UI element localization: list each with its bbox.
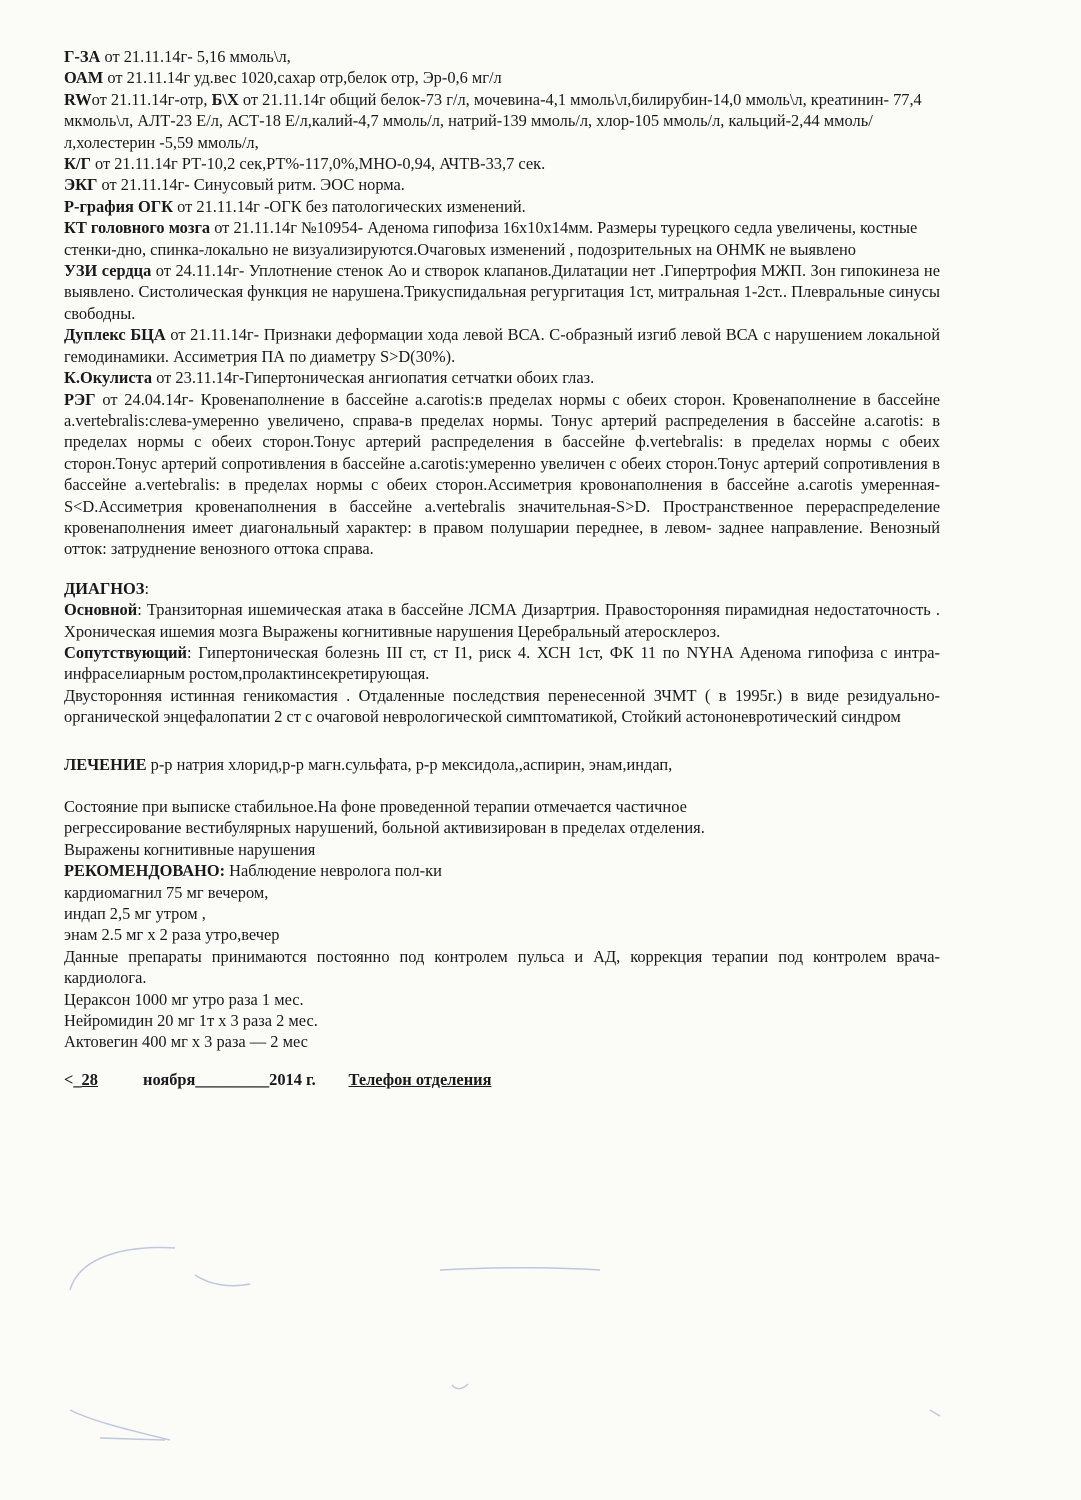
discharge-line: Состояние при выписке стабильное.На фоне проведенной терапии отмечается частичное [64,797,687,816]
lab-text: от 21.11.14г общий белок-73 г/л, мочевина-4,1 ммоль\л,билирубин-14,0 ммоль\л, креатинин- 77,4 мкмоль\л, АЛТ-23 Е/л, АСТ-18 Е/л,калий-4,7 ммоль/л, натрий-139 ммоль/л, хлор-105 ммоль/л, кальций-2,44 ммоль/л,холестерин -5,59 ммоль/л, [64,89,922,152]
date-blank: _________ [195,1069,270,1089]
discharge-document [64,46,940,1090]
study-label: ЭКГ [64,175,98,195]
study-label: К/Г [64,154,91,174]
recommendations-label: РЕКОМЕНДОВАНО: [64,861,226,881]
lab-rw-bx [64,89,940,153]
medication-item: индап 2,5 мг утром , [64,904,206,924]
stamp-arc-bottom [70,1410,170,1440]
study-text: от 21.11.14г- Синусовый ритм. ЭОС норма. [97,175,405,195]
study-text: от 23.11.14г-Гипертоническая ангиопатия сетчатки обоих глаз. [152,368,595,388]
diagnosis-concomitant-label: Сопутствующий [64,642,187,662]
study-label: КТ головного мозга [64,218,211,238]
diagnosis-main [64,599,940,642]
study-ecg [64,174,940,195]
study-label: РЭГ [64,389,96,409]
phone-label: Телефон отделения [348,1069,492,1089]
medication-item: энам 2.5 мг х 2 раза утро,вечер [64,925,280,945]
lab-label: Г-ЗА [64,47,101,66]
course-item: Цераксон 1000 мг утро раза 1 мес. [64,989,304,1009]
study-label: Р-графия ОГК [64,196,174,216]
study-text: от 21.11.14г- Признаки деформации хода левой ВСА. С-образный изгиб левой ВСА с нарушением локальной гемодинамики. Ассиметрия ПА по диаметру S>D(30%). [64,325,940,366]
study-ct-brain [64,217,940,260]
stamp-line [440,1268,600,1270]
lab-oam [64,67,940,88]
study-text: от 21.11.14г -ОГК без патологических изменений. [173,196,526,216]
diagnosis-concomitant-text: : Гипертоническая болезнь III ст, ст I1, риск 4. ХСН 1ст, ФК 11 по NYHA Аденома гипофиза с интра-инфраселиарным ростом,пролактинсекретирующая. [64,642,940,684]
study-label: К.Окулиста [64,368,153,388]
diagnosis-main-label: Основной [64,600,138,620]
study-label: Дуплекс БЦА [64,325,166,345]
diagnosis-heading-label: ДИАГНОЗ [64,578,145,598]
course-item: Нейромидин 20 мг 1т х 3 раза 2 мес. [64,1011,318,1031]
lab-label: ОАМ [64,68,104,88]
stamp-arc-right [195,1275,250,1286]
treatment [64,754,940,775]
study-text: от 24.04.14г- Кровенаполнение в бассейне a.carotis:в пределах нормы с обеих сторон. Кровенаполнение в бассейне a.vertebralis:слева-умеренно увеличено, справа-в пределах нормы. Тонус артерий распределения в бассейне a.carotis: в пределах нормы с обеих сторон.Тонус артерий распределения в бассейне ф.vertebralis: в пределах нормы с обеих сторон.Тонус артерий сопротивления в бассейне a.carotis:умеренно увеличен с обеих сторон.Тонус артерий сопротивления в бассейне a.vertebralis: в пределах нормы с обеих сторон.Ассиметрия кровонаполнения в бассейне a.carotis умеренная-S<D.Ассиметрия кровенаполнения в бассейне a.vertebralis значительная-S>D. Пространственное перераспределение кровенаполнения имеет диагональный характер: в правом полушарии переднее, в левом- заднее направление. Венозный отток: затруднение венозного оттока справа. [64,389,940,559]
study-echo [64,260,940,324]
lab-text: от 21.11.14г- 5,16 ммоль\л, [100,47,291,66]
stamp-corner [930,1410,940,1416]
lab-label: RW [64,89,92,109]
recommendations-text: Наблюдение невролога пол-ки [225,861,442,881]
study-xray [64,196,940,217]
date-day: 28 [81,1069,98,1089]
medication-item: кардиомагнил 75 мг вечером, [64,882,269,902]
study-coagulogram [64,153,940,174]
study-text: от 21.11.14г №10954- Аденома гипофиза 16х10х14мм. Размеры турецкого седла увеличены, костные стенки-дно, спинка-локально не визуализируются.Очаговых изменений , подозрительных на ОНМК не выявлено [64,218,918,259]
study-duplex [64,324,940,367]
diagnosis-extra: Двусторонняя истинная геникомастия . Отдаленные последствия перенесенной ЗЧМТ ( в 1995г.) в виде резидуально-органической энцефалопатии 2 ст с очаговой неврологической симптоматикой, Стойкий астононевротический синдром [64,685,940,727]
discharge-line: Выражены когнитивные нарушения [64,839,316,859]
diagnosis-main-text: : Транзиторная ишемическая атака в бассейне ЛСМА Дизартрия. Правосторонняя пирамидная недостаточность . Хроническая ишемия мозга Выражены когнитивные нарушения Церебральный атеросклероз. [64,600,940,641]
discharge-line: регрессирование вестибулярных нарушений, больной активизирован в пределах отделения. [64,818,705,838]
diagnosis-concomitant [64,642,940,685]
treatment-text: р-р натрия хлорид,р-р магн.сульфата, р-р мексидола,,аспирин, энам,индап, [146,754,673,774]
study-ophthalmologist [64,367,940,388]
lab-text: от 21.11.14г уд.вес 1020,сахар отр,белок отр, Эр-0,6 мг/л [103,68,502,88]
stamp-arc-top [70,1247,175,1290]
study-text: от 21.11.14г РТ-10,2 сек,РТ%-117,0%,МНО-0,94, АЧТВ-33,7 сек. [90,154,546,174]
study-reg [64,389,940,560]
lab-text: от 21.11.14г-отр, [91,89,212,109]
lab-label: Б\Х [211,89,239,109]
lab-gza [64,46,940,67]
course-item: Актовегин 400 мг х 3 раза — 2 мес [64,1032,308,1052]
date-prefix: <_ [64,1069,82,1089]
diagnosis-heading-colon: : [144,578,150,598]
diagnosis-heading [64,578,940,599]
recommendations [64,860,940,881]
study-label: УЗИ сердца [64,261,152,281]
stamp-dash [100,1438,165,1440]
date-month: ноября [143,1069,196,1089]
treatment-label: ЛЕЧЕНИЕ [64,754,147,774]
stamp-tick [452,1384,468,1389]
date-year: 2014 г. [269,1069,316,1089]
signature-line [64,1069,940,1090]
study-text: от 24.11.14г- Уплотнение стенок Ао и створок клапанов.Дилатации нет .Гипертрофия МЖП. Зон гипокинеза не выявлено. Систолическая функция не нарушена.Трикуспидальная регургитация 1ст, митральная 1-2ст.. Плевральные синусы свободны. [64,261,940,323]
medication-note: Данные препараты принимаются постоянно под контролем пульса и АД, коррекция терапии под контролем врача-кардиолога. [64,946,940,988]
